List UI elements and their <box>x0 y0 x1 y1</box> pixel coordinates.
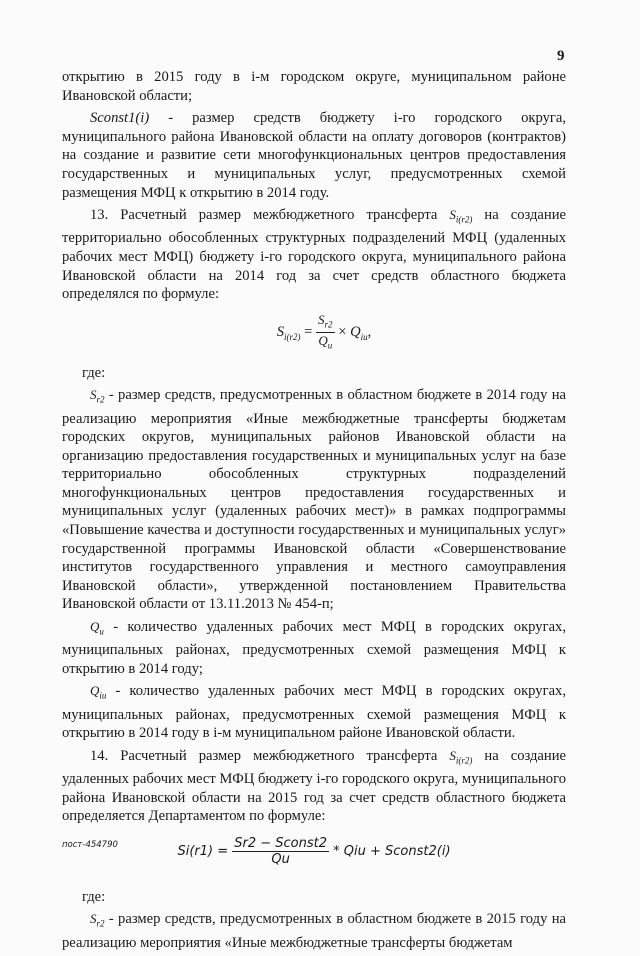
paragraph-sconst1 <box>62 109 566 202</box>
footer-doc-code: пост-454790 <box>62 840 118 850</box>
formula-1 <box>62 312 566 350</box>
f1-tail: , <box>367 324 372 341</box>
paragraph-qu <box>62 618 566 678</box>
f2-den: Qu <box>271 851 290 867</box>
paragraph-qu-text: - количество удаленных рабочих мест МФЦ в городских округах, муниципальных районах, предусмотренных схемой размещения МФЦ к открытию в 2014 году; <box>62 619 566 677</box>
var-sr2-main: S <box>90 387 97 403</box>
var-qu <box>90 619 104 637</box>
f1-fraction <box>316 312 335 354</box>
formula-1-body <box>276 311 372 351</box>
paragraph-sr2-2015 <box>62 910 566 952</box>
paragraph-14 <box>62 747 566 826</box>
var-qiu-sub: iu <box>99 691 107 701</box>
where-label-2: где: <box>82 888 106 905</box>
f1-lhs: S <box>276 324 284 341</box>
paragraph-13 <box>62 206 566 304</box>
f1-den-sub: u <box>327 340 333 351</box>
var-qiu-main: Q <box>90 683 100 699</box>
var-sr2-sub: r2 <box>96 394 105 405</box>
var-sr2-b-sub: r2 <box>96 918 105 929</box>
f2-lhs: Si(r1) = <box>177 843 233 859</box>
where-label-1: где: <box>82 364 106 381</box>
f1-den-main: Q <box>318 333 328 349</box>
var-si-r2 <box>449 207 473 225</box>
paragraph-13-text-b: на создание территориально обособленных структурных подразделений МФЦ (удаленных рабочих мест МФЦ) бюджету i-го городского округа, муниципального района Ивановской области на 2014 год за счет средств областного бюджета определялся по формуле: <box>62 207 566 303</box>
paragraph-qiu <box>62 682 566 742</box>
paragraph-sr2-2015-text: - размер средств, предусмотренных в областном бюджете в 2015 году на реализацию мероприятия «Иные межбюджетные трансферты бюджетам <box>62 911 566 951</box>
var-sconst1: Sconst1(i) <box>90 110 150 127</box>
paragraph-sconst1-text: - размер средств бюджету i-го городского округа, муниципального района Ивановской области на оплату договоров (контрактов) на создание и развитие сети многофункциональных центров предоставления государственных и муниципальных услуг, предусмотренных схемой размещения МФЦ к открытию в 2014 году. <box>62 110 566 201</box>
paragraph-qiu-text: - количество удаленных рабочих мест МФЦ в городских округах, муниципальных районах, предусмотренных схемой размещения МФЦ к открытию в 2014 году в i-м муниципальном районе Ивановской области. <box>62 683 566 742</box>
f1-lhs-sub: i(r2) <box>284 332 301 343</box>
var-qiu <box>90 683 107 701</box>
f1-num-main: S <box>318 311 325 327</box>
f2-num: Sr2 − Sconst2 <box>234 835 328 851</box>
var-si-r2-b <box>449 747 473 766</box>
var-qu-sub: u <box>99 626 104 637</box>
f2-fraction <box>232 836 329 867</box>
var-si-r2-b-main: S <box>449 747 456 763</box>
formula-2 <box>62 836 566 874</box>
paragraph-continuation: открытию в 2015 году в i-м городском округе, муниципальном районе Ивановской области; <box>62 69 566 104</box>
var-sr2-b-main: S <box>90 911 97 927</box>
paragraph-sr2 <box>62 386 566 614</box>
paragraph-14-text-b: на создание удаленных рабочих мест МФЦ бюджету i-го городского округа, муниципального района Ивановской области на 2015 год за счет средств областного бюджета определяется Департаментом по формуле: <box>62 747 566 825</box>
f1-mult: Q <box>350 324 361 341</box>
f1-den <box>316 333 335 354</box>
f2-rhs: * Qiu + Sconst2(i) <box>329 843 451 859</box>
f1-times: × <box>334 324 351 341</box>
var-si-r2-b-sub: i(r2) <box>455 755 473 766</box>
var-qu-main: Q <box>90 619 100 635</box>
page-number: 9 <box>557 48 565 64</box>
paragraph-13-text-a: 13. Расчетный размер межбюджетного трансферта <box>90 207 450 224</box>
f1-num-sub: r2 <box>324 319 333 330</box>
f1-num <box>316 312 335 334</box>
var-sr2-b <box>90 911 105 929</box>
var-si-r2-sub: i(r2) <box>455 214 473 225</box>
paragraph-14-text-a: 14. Расчетный размер межбюджетного трансферта <box>90 747 450 764</box>
var-sr2 <box>90 387 105 405</box>
var-si-r2-main: S <box>449 207 456 223</box>
f1-mult-sub: iu <box>360 332 368 343</box>
paragraph-sr2-text: - размер средств, предусмотренных в областном бюджете в 2014 году на реализацию мероприятия «Иные межбюджетные трансферты бюджетам городских округов, муниципальных районов Ивановской области на организацию предоставления государственных и муниципальных услуг на базе территориально обособленных структурных подразделений многофункциональных центров предоставления государственных и муниципальных услуг (удаленных рабочих мест)» в рамках подпрограммы «Повышение качества и доступности государственных и муниципальных услуг» государственной программы Ивановской области «Совершенствование институтов государственного управления и местного самоуправления Ивановской области», утвержденной постановлением Правительства Ивановской области от 13.11.2013 № 454-п; <box>62 387 566 613</box>
f1-eq: = <box>300 324 317 341</box>
document-body <box>62 68 566 956</box>
